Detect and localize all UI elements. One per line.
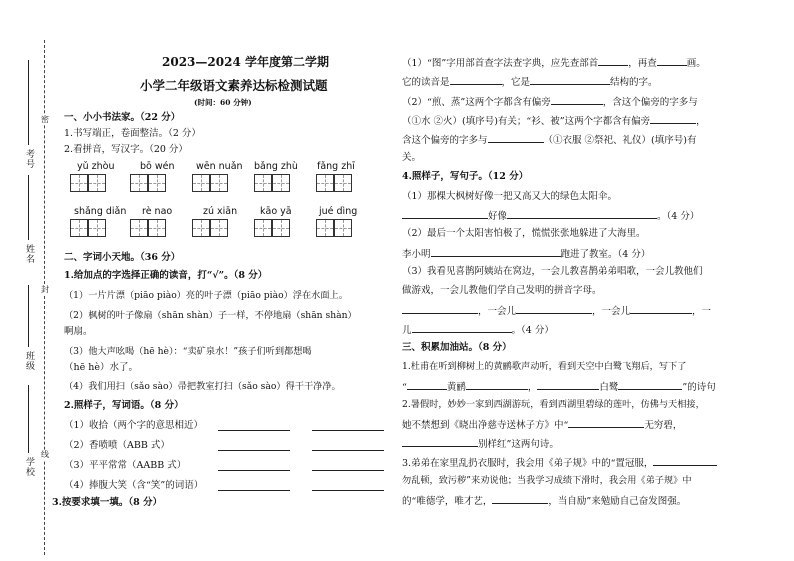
section2-heading: 二、字词小天地。（36 分） (64, 252, 181, 263)
pinyin: rè nao (142, 206, 173, 217)
s3-2-cont2: 别样红”这两句诗。 (402, 437, 559, 451)
answer-blank[interactable] (402, 437, 478, 447)
s1-q1: 1.书写端正，卷面整洁。（2 分） (64, 128, 201, 139)
seal-xian: 线 (41, 450, 49, 459)
answer-blank[interactable] (492, 494, 548, 504)
writing-cell[interactable] (130, 174, 148, 192)
s3-3-cont: 勿乱顿，致污秽”来劝说他；当我学习成绩下滑时，我会用《弟子规》中 (402, 475, 692, 486)
writing-cell[interactable] (334, 174, 352, 192)
s4-3-answer: ，一会儿 ，一会儿 ，一 (402, 304, 711, 318)
seal-mi: 密 (41, 115, 49, 124)
answer-blank[interactable] (551, 95, 603, 105)
xingming-field[interactable] (28, 175, 29, 240)
answer-blank[interactable] (312, 461, 384, 471)
section1-heading: 一、小小书法家。（22 分） (64, 112, 181, 123)
r-line1: （1）“图”字用部首查字法查字典，应先查部首 ，再查 画。 (402, 58, 706, 69)
s2-q1-3[interactable]: （3）他大声吆喝（hē hè）：“卖矿泉水！”孩子们听到都想喝 (64, 346, 312, 357)
answer-blank[interactable] (312, 421, 384, 431)
answer-blank[interactable] (450, 75, 502, 85)
answer-blank[interactable] (431, 247, 561, 257)
pinyin: wēn nuǎn (196, 161, 243, 172)
s4-heading: 4.照样子，写句子。（12 分） (402, 171, 529, 182)
seal-feng: 封 (41, 285, 49, 294)
answer-blank[interactable] (312, 481, 384, 491)
answer-blank[interactable] (402, 304, 478, 314)
answer-blank[interactable] (618, 380, 682, 390)
exam-title: 小学二年级语文素养达标检测试题 (140, 78, 328, 93)
writing-cell[interactable] (148, 219, 166, 237)
writing-cell[interactable] (334, 219, 352, 237)
writing-cell[interactable] (88, 219, 106, 237)
s4-1: （1）那棵大枫树好像一把又高又大的绿色太阳伞。 (402, 191, 618, 202)
s2-q1-1[interactable]: （1）一片片漂（piāo piào）亮的叶子漂（piāo piào）浮在水面上。 (64, 290, 348, 301)
exam-time: (时间：60 分钟) (194, 98, 252, 107)
s4-2: （2）最后一个太阳害怕极了，慌慌张张地躲进了大海里。 (402, 228, 646, 239)
writing-cell[interactable] (272, 219, 290, 237)
label-banji: 班级 (26, 352, 36, 372)
pinyin: jué dìng (319, 206, 358, 217)
pinyin: bǎng zhù (254, 161, 298, 172)
answer-blank[interactable] (407, 380, 447, 390)
r-line3: （2）“煎、蒸”这两个字都含有偏旁 ，含这个偏旁的字多与 (402, 97, 698, 108)
answer-blank[interactable] (537, 380, 599, 390)
answer-blank[interactable] (218, 481, 290, 491)
writing-cell[interactable] (192, 174, 210, 192)
answer-blank[interactable] (402, 209, 488, 219)
answer-blank[interactable] (466, 380, 528, 390)
pinyin: shǎng diǎn (74, 206, 127, 217)
answer-blank[interactable] (507, 209, 657, 219)
writing-cell[interactable] (272, 174, 290, 192)
kaohao-field[interactable] (28, 60, 29, 145)
writing-cell[interactable] (192, 219, 210, 237)
answer-blank[interactable] (412, 323, 512, 333)
answer-blank[interactable] (657, 56, 687, 66)
answer-blank[interactable] (650, 114, 696, 124)
s2-q1-4[interactable]: （4）我们用扫（sǎo sào）帚把教室打扫（sǎo sào）得干干净净。 (64, 381, 341, 392)
answer-blank[interactable] (598, 56, 628, 66)
s2-q3: 3.按要求填一填。（8 分） (52, 497, 163, 508)
pinyin: fǎng zhī (317, 161, 355, 172)
s1-q2: 2.看拼音，写汉字。（20 分） (64, 144, 188, 155)
writing-cell[interactable] (70, 219, 88, 237)
exam-year-title: 2023—2024 学年度第二学期 (162, 55, 329, 69)
writing-cell[interactable] (316, 219, 334, 237)
writing-cell[interactable] (130, 219, 148, 237)
s4-3-answer-cont: 儿 。（4 分） (402, 325, 554, 336)
r-line2: 它的读音是 ，它是 结构的字。 (402, 77, 658, 88)
writing-cell[interactable] (70, 174, 88, 192)
r-line6: 关。 (402, 152, 422, 163)
s3-3: 3.弟弟在家里乱扔衣服时，我会用《弟子规》中的“置冠服， (402, 456, 717, 470)
answer-blank[interactable] (630, 304, 692, 314)
s2-q2: 2.照样子，写词语。（8 分） (64, 400, 184, 411)
writing-cell[interactable] (316, 174, 334, 192)
writing-cell[interactable] (88, 174, 106, 192)
label-xuexiao: 学校 (26, 458, 36, 478)
writing-cell[interactable] (254, 174, 272, 192)
writing-cell[interactable] (148, 174, 166, 192)
s3-1: 1.杜甫在听到柳树上的黄鹂歌声动听，看到天空中白鹭飞翔后，写下了 (402, 361, 687, 372)
s2-q1: 1.给加点的字选择正确的读音，打“√”。（8 分） (64, 270, 268, 281)
s2-q1-3-cont[interactable]: （hē hè）水了。 (64, 362, 139, 373)
pinyin: bō wén (140, 161, 175, 172)
s4-1-answer: 好像 。（4 分） (402, 209, 699, 223)
section3-heading: 三、积累加油站。（8 分） (402, 342, 512, 353)
s3-1-answer: “ 黄鹂 ， 白鹭 ”的诗句 (402, 382, 716, 393)
banji-field[interactable] (28, 285, 29, 347)
answer-blank[interactable] (218, 441, 290, 451)
s2-q1-2-cont: 啊扇。 (64, 326, 93, 337)
pinyin: kāo yā (260, 206, 292, 217)
r-line4: （①水 ②火）(填序号)有关；“衫、被”这两个字都含有偏旁 ， (402, 116, 706, 127)
s2-q2-2: （2）香喷喷（ABB 式） (64, 440, 170, 451)
s3-3-cont2: 的“唯德学，唯才艺， ，当自励”来勉励自己奋发图强。 (402, 496, 687, 507)
xuexiao-field[interactable] (28, 385, 29, 453)
binding-strip (0, 0, 58, 561)
answer-blank[interactable] (312, 441, 384, 451)
s2-q2-1: （1）收拾（两个字的意思相近） (64, 420, 204, 431)
s2-q2-4: （4）捧腹大笑（含“笑”的词语） (64, 480, 204, 491)
s3-2-cont: 她不禁想到《晓出净慈寺送林子方》中“ 无穷碧， (402, 420, 683, 431)
s2-q1-2[interactable]: （2）枫树的叶子像扇（shān shàn）子一样，不停地扇（shān shàn） (64, 310, 357, 321)
writing-cell[interactable] (210, 219, 228, 237)
writing-cell[interactable] (254, 219, 272, 237)
label-xingming: 姓名 (26, 245, 36, 265)
s4-2-answer: 李小明 跑进了教室。（4 分） (402, 249, 651, 260)
s4-3-cont: 做游戏，一会儿教他们学自己发明的拼音字母。 (402, 285, 602, 296)
answer-blank[interactable] (568, 418, 644, 428)
s2-q2-3: （3）平平常常（AABB 式） (64, 460, 187, 471)
answer-blank[interactable] (488, 133, 544, 143)
pinyin: zú xiān (203, 206, 238, 217)
s4-3: （3）我看见喜鹊阿姨站在窝边，一会儿教喜鹊弟弟唱歌，一会儿教他们 (402, 266, 703, 277)
answer-blank[interactable] (218, 461, 290, 471)
r-line5: 含这个偏旁的字多与 （①衣服 ②祭祀、礼仪）(填序号)有 (402, 135, 697, 146)
answer-blank[interactable] (218, 421, 290, 431)
answer-blank[interactable] (530, 75, 610, 85)
s3-2: 2.暑假时，妙妙一家到西湖游玩，看到西湖里碧绿的莲叶，仿佛与天相接， (402, 399, 705, 410)
label-kaohao: 考号 (26, 150, 36, 170)
pinyin: yǔ zhòu (77, 161, 115, 172)
answer-blank[interactable] (516, 304, 592, 314)
writing-cell[interactable] (210, 174, 228, 192)
answer-blank[interactable] (653, 456, 717, 466)
